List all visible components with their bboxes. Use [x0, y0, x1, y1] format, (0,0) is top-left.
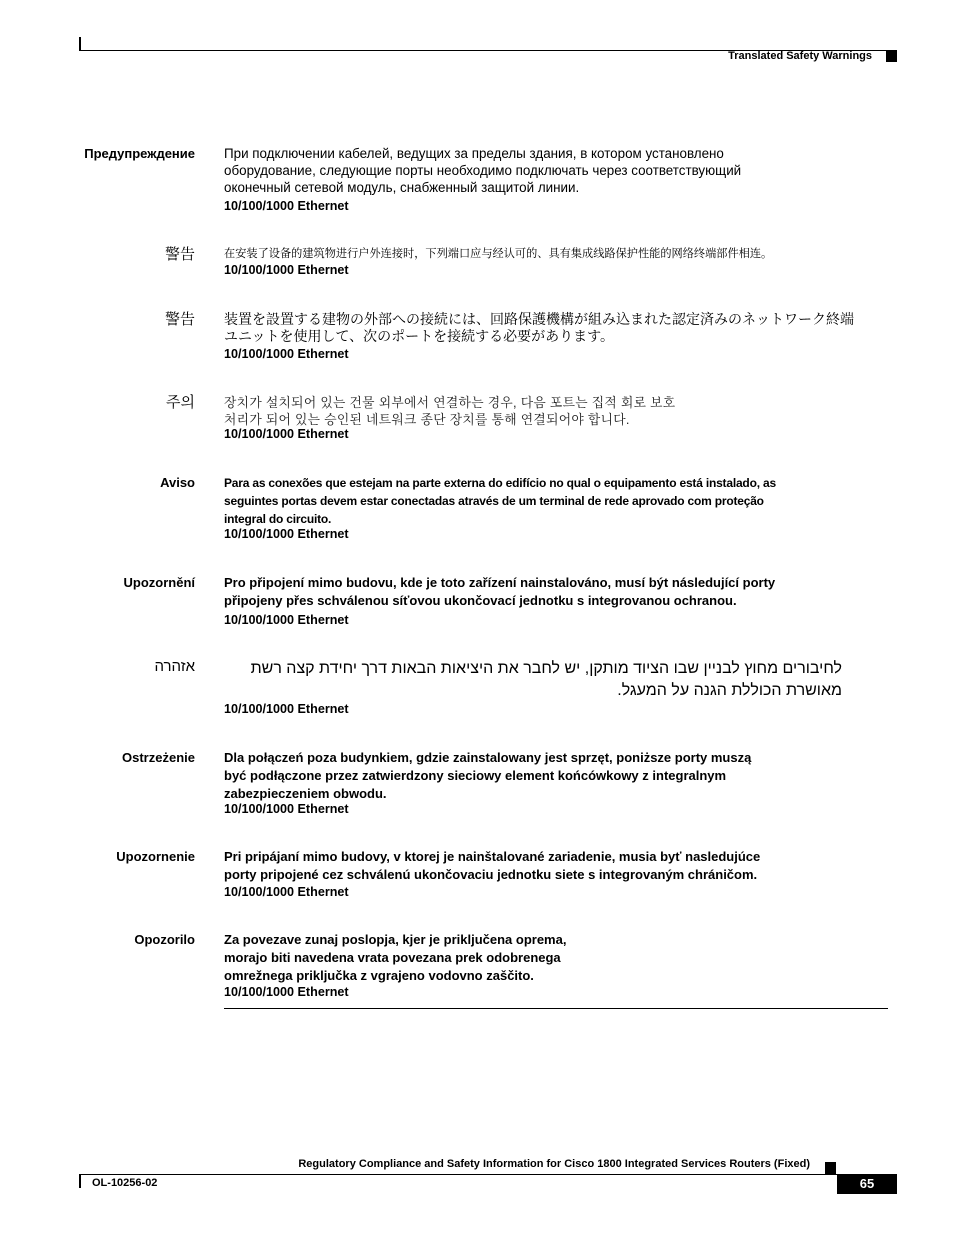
- warning-label: Предупреждение: [84, 146, 195, 161]
- warning-ports: 10/100/1000 Ethernet: [224, 427, 349, 441]
- header-corner-mark: [79, 37, 81, 51]
- footer-rule: [79, 1174, 897, 1175]
- warning-ports: 10/100/1000 Ethernet: [224, 613, 349, 627]
- section-title: Translated Safety Warnings: [728, 50, 872, 62]
- warning-label: 警告: [164, 311, 195, 328]
- warning-label: Upozornění: [123, 575, 195, 590]
- footer-corner-mark: [79, 1174, 81, 1188]
- footer-doc-number: OL-10256-02: [92, 1177, 158, 1189]
- warning-text: 装置を設置する建物の外部への接続には、回路保護機構が組み込まれた認定済みのネットワーク終端 ユニットを使用して、次のポートを接続する必要があります。: [224, 311, 854, 344]
- warning-ports: 10/100/1000 Ethernet: [224, 802, 349, 816]
- warning-label: Aviso: [160, 475, 195, 490]
- warning-ports: 10/100/1000 Ethernet: [224, 885, 349, 899]
- warning-label: 주의: [166, 394, 195, 411]
- warning-text: При подключении кабелей, ведущих за пределы здания, в котором установлено оборудование, следующие порты необходимо подключать через соответствующий оконечный сетевой модуль, снабженный защитой линии.: [224, 146, 742, 195]
- warning-label: Opozorilo: [134, 932, 195, 947]
- warning-ports: 10/100/1000 Ethernet: [224, 199, 349, 213]
- warning-label: Ostrzeżenie: [122, 750, 195, 765]
- warning-ports: 10/100/1000 Ethernet: [224, 702, 349, 716]
- warning-label: Upozornenie: [116, 849, 195, 864]
- warning-text: Pro připojení mimo budovu, kde je toto zařízení nainstalováno, musí být následující porty připojeny přes schválenou síťovou ukončovací jednotku s integrovanou ochranou.: [224, 575, 776, 608]
- warning-text: Dla połączeń poza budynkiem, gdzie zainstalowany jest sprzęt, poniższe porty muszą być podłączone przez zatwierdzony sieciowy element końcówkowy z integralnym zabezpieczeniem obwodu.: [224, 750, 752, 801]
- warning-label: 警告: [164, 246, 195, 263]
- warning-ports: 10/100/1000 Ethernet: [224, 263, 349, 277]
- warning-ports: 10/100/1000 Ethernet: [224, 527, 349, 541]
- section-end-rule: [224, 1008, 888, 1009]
- header-marker-block: [886, 50, 897, 62]
- footer-marker-block: [825, 1162, 836, 1174]
- warning-text: לחיבורים מחוץ לבניין שבו הציוד מותקן, יש לחבר את היציאות הבאות דרך יחידת קצה רשת מאושרת הכוללת הגנה על המעגל.: [250, 660, 842, 699]
- warning-ports: 10/100/1000 Ethernet: [224, 347, 349, 361]
- warning-text: Pri pripájaní mimo budovy, v ktorej je nainštalované zariadenie, musia byť nasledujúce porty pripojené cez schválenú ukončovaciu jednotku siete s integrovaným chráničom.: [224, 849, 761, 882]
- warning-ports: 10/100/1000 Ethernet: [224, 985, 349, 999]
- warning-text: 장치가 설치되어 있는 건물 외부에서 연결하는 경우, 다음 포트는 집적 회로 보호 처리가 되어 있는 승인된 네트워크 종단 장치를 통해 연결되어야 합니다.: [224, 395, 676, 427]
- warning-label: אזהרה: [154, 658, 195, 675]
- warning-text: Za povezave zunaj poslopja, kjer je priključena oprema, morajo biti navedena vrata povezana prek odobrenega omrežnega priključka z vgrajeno vodovno zaščito.: [224, 932, 567, 983]
- warning-text: Para as conexões que estejam na parte externa do edifício no qual o equipamento está instalado, as seguintes portas devem estar conectadas através de um terminal de rede aprovado com proteção integral do circuito.: [224, 476, 776, 526]
- page-number: 65: [837, 1174, 897, 1194]
- footer-doc-title: Regulatory Compliance and Safety Information for Cisco 1800 Integrated Services Routers (Fixed): [298, 1158, 810, 1170]
- warning-text: 在安装了设备的建筑物进行户外连接时，下列端口应与经认可的、具有集成线路保护性能的网络终端部件相连。: [224, 248, 773, 260]
